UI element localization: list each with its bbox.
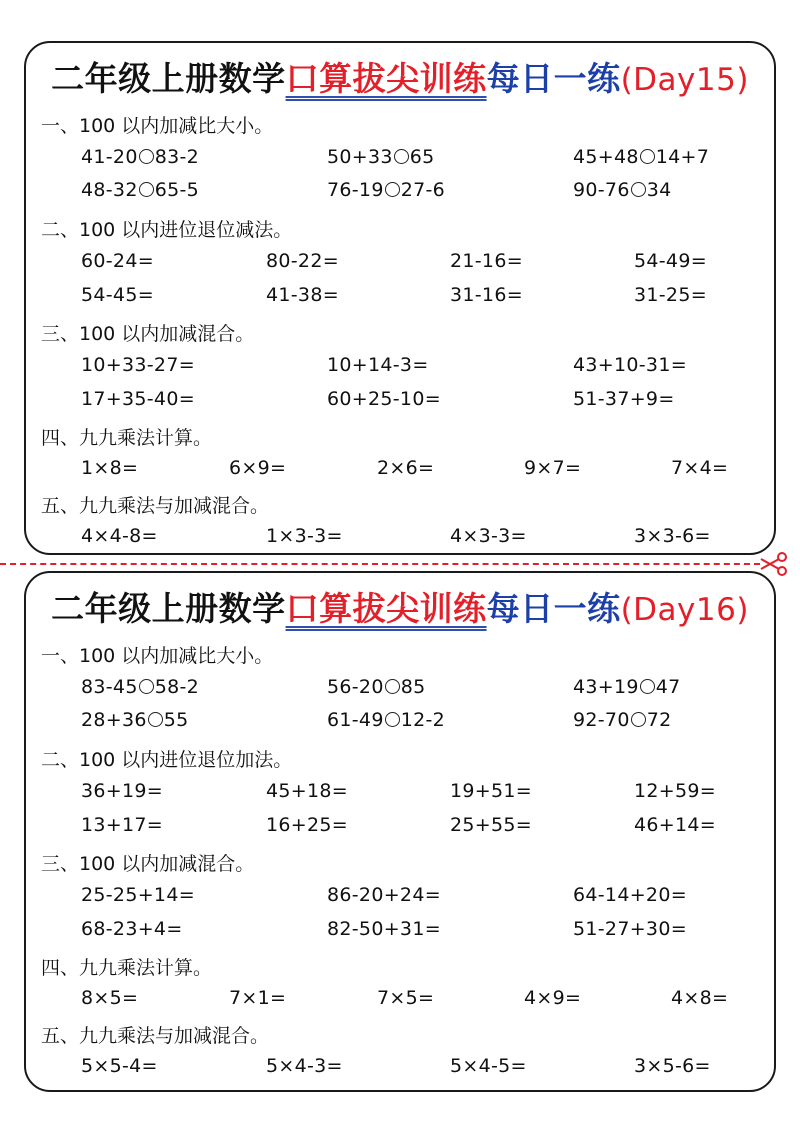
problem[interactable]: 25-25+14=: [81, 884, 195, 906]
problem-row: [26, 525, 774, 551]
problem-row: [26, 884, 774, 910]
compare-circle[interactable]: [139, 149, 154, 164]
worksheet-title: 二年级上册数学口算拔尖训练每日一练(Day15): [51, 59, 749, 98]
compare-problem: 61-49 12-2: [327, 709, 446, 731]
problem[interactable]: 4×3-3=: [450, 525, 527, 547]
problem[interactable]: 1×3-3=: [266, 525, 343, 547]
worksheet-day15: [24, 41, 776, 555]
problem[interactable]: 51-27+30=: [573, 918, 687, 940]
compare-problem: 90-76 34: [573, 179, 672, 201]
section-heading: 三、100 以内加减混合。: [41, 323, 255, 345]
problem[interactable]: 7×5=: [377, 987, 435, 1009]
problem[interactable]: 6×9=: [229, 457, 287, 479]
problem-row: [26, 388, 774, 414]
problem[interactable]: 51-37+9=: [573, 388, 675, 410]
problem[interactable]: 60+25-10=: [327, 388, 441, 410]
problem[interactable]: 21-16=: [450, 250, 523, 272]
problem[interactable]: 60-24=: [81, 250, 154, 272]
problem[interactable]: 25+55=: [450, 814, 532, 836]
compare-circle[interactable]: [148, 712, 163, 727]
compare-circle[interactable]: [385, 679, 400, 694]
section-heading: 三、100 以内加减混合。: [41, 853, 255, 875]
compare-problem: 45+48 14+7: [573, 146, 710, 168]
problem[interactable]: 1×8=: [81, 457, 139, 479]
problem[interactable]: 31-16=: [450, 284, 523, 306]
section-heading: 五、九九乘法与加减混合。: [41, 1025, 270, 1047]
problem[interactable]: 68-23+4=: [81, 918, 183, 940]
problem[interactable]: 5×5-4=: [81, 1055, 158, 1077]
problem[interactable]: 16+25=: [266, 814, 348, 836]
problem[interactable]: 7×1=: [229, 987, 287, 1009]
compare-circle[interactable]: [385, 712, 400, 727]
problem[interactable]: 86-20+24=: [327, 884, 441, 906]
problem[interactable]: 82-50+31=: [327, 918, 441, 940]
problem[interactable]: 19+51=: [450, 780, 532, 802]
section-heading: 二、100 以内进位退位加法。: [41, 749, 293, 771]
problem-row: [26, 987, 774, 1013]
problem-row: [26, 814, 774, 840]
problem[interactable]: 43+10-31=: [573, 354, 687, 376]
problem-row: [26, 179, 774, 205]
problem[interactable]: 4×4-8=: [81, 525, 158, 547]
worksheet-day16: [24, 571, 776, 1092]
problem-row: [26, 780, 774, 806]
problem[interactable]: 3×5-6=: [634, 1055, 711, 1077]
problem-row: [26, 676, 774, 702]
section-heading: 四、九九乘法计算。: [41, 957, 213, 979]
problem[interactable]: 13+17=: [81, 814, 163, 836]
section-heading: 一、100 以内加减比大小。: [41, 115, 274, 137]
compare-problem: 41-20 83-2: [81, 146, 200, 168]
compare-circle[interactable]: [640, 149, 655, 164]
compare-circle[interactable]: [139, 679, 154, 694]
problem[interactable]: 45+18=: [266, 780, 348, 802]
problem[interactable]: 4×8=: [671, 987, 729, 1009]
problem[interactable]: 4×9=: [524, 987, 582, 1009]
section-heading: 二、100 以内进位退位减法。: [41, 219, 293, 241]
problem-row: [26, 1055, 774, 1081]
problem[interactable]: 46+14=: [634, 814, 716, 836]
problem[interactable]: 41-38=: [266, 284, 339, 306]
compare-problem: 43+19 47: [573, 676, 681, 698]
cut-line: [0, 563, 760, 565]
problem[interactable]: 80-22=: [266, 250, 339, 272]
section-heading: 一、100 以内加减比大小。: [41, 645, 274, 667]
compare-problem: 28+36 55: [81, 709, 189, 731]
problem-row: [26, 250, 774, 276]
problem[interactable]: 2×6=: [377, 457, 435, 479]
problem[interactable]: 3×3-6=: [634, 525, 711, 547]
problem[interactable]: 7×4=: [671, 457, 729, 479]
problem[interactable]: 31-25=: [634, 284, 707, 306]
compare-problem: 50+33 65: [327, 146, 435, 168]
problem-row: [26, 709, 774, 735]
problem[interactable]: 54-45=: [81, 284, 154, 306]
problem-row: [26, 918, 774, 944]
problem[interactable]: 54-49=: [634, 250, 707, 272]
compare-problem: 48-32 65-5: [81, 179, 200, 201]
problem[interactable]: 36+19=: [81, 780, 163, 802]
compare-circle[interactable]: [631, 182, 646, 197]
compare-circle[interactable]: [385, 182, 400, 197]
problem-row: [26, 146, 774, 172]
problem[interactable]: 8×5=: [81, 987, 139, 1009]
problem[interactable]: 10+14-3=: [327, 354, 429, 376]
worksheet-title: 二年级上册数学口算拔尖训练每日一练(Day16): [51, 589, 749, 628]
problem[interactable]: 12+59=: [634, 780, 716, 802]
problem[interactable]: 10+33-27=: [81, 354, 195, 376]
section-heading: 五、九九乘法与加减混合。: [41, 495, 270, 517]
compare-circle[interactable]: [139, 182, 154, 197]
compare-circle[interactable]: [640, 679, 655, 694]
compare-problem: 92-70 72: [573, 709, 672, 731]
problem-row: [26, 457, 774, 483]
problem[interactable]: 9×7=: [524, 457, 582, 479]
problem[interactable]: 64-14+20=: [573, 884, 687, 906]
section-heading: 四、九九乘法计算。: [41, 427, 213, 449]
problem[interactable]: 17+35-40=: [81, 388, 195, 410]
compare-problem: 83-45 58-2: [81, 676, 200, 698]
compare-problem: 56-20 85: [327, 676, 426, 698]
problem-row: [26, 354, 774, 380]
compare-circle[interactable]: [394, 149, 409, 164]
compare-problem: 76-19 27-6: [327, 179, 446, 201]
problem[interactable]: 5×4-5=: [450, 1055, 527, 1077]
compare-circle[interactable]: [631, 712, 646, 727]
problem-row: [26, 284, 774, 310]
problem[interactable]: 5×4-3=: [266, 1055, 343, 1077]
